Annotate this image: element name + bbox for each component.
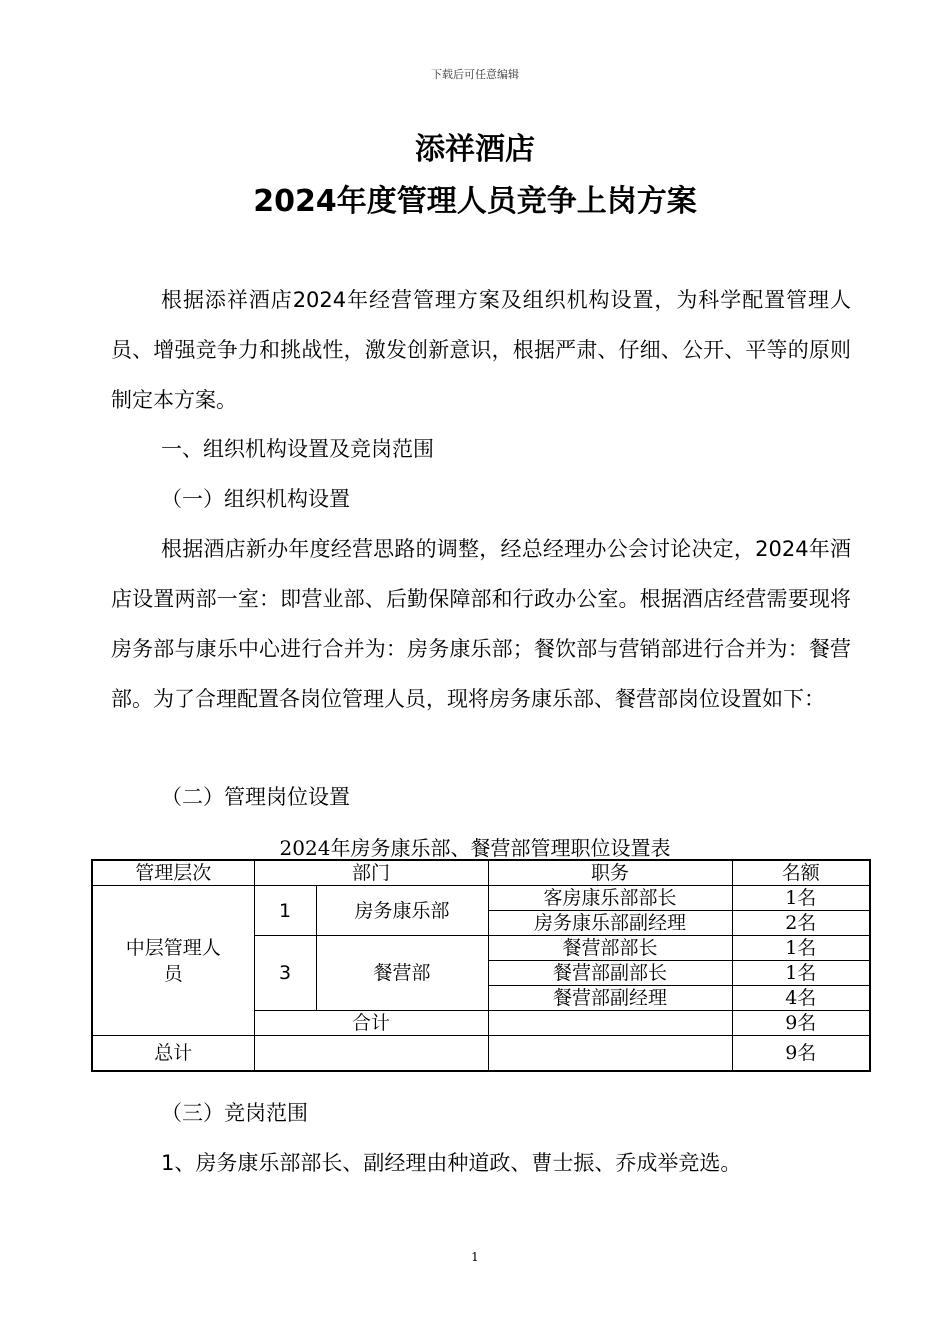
- header-post: 职务: [488, 860, 732, 886]
- total-label: 总计: [92, 1036, 254, 1072]
- dept1-no: 1: [254, 886, 316, 936]
- intro-paragraph: 根据添祥酒店2024年经营管理方案及组织机构设置，为科学配置管理人员、增强竞争力和挑战性，激发创新意识，根据严肃、仔细、公开、平等的原则制定本方案。: [111, 288, 851, 412]
- subtotal-empty: [488, 1011, 732, 1036]
- count-cell: 1名: [732, 886, 870, 911]
- document-subtitle: 2024年度管理人员竞争上岗方案: [253, 184, 697, 219]
- level-cell: 中层管理人员: [92, 886, 254, 1036]
- page-number: 1: [471, 1250, 479, 1264]
- org-setup-paragraph: 根据酒店新办年度经营思路的调整，经总经理办公会讨论决定，2024年酒店设置两部一室：即营业部、后勤保障部和行政办公室。根据酒店经营需要现将房务部与康乐中心进行合并为：房务康乐部；餐饮部与营销部进行合并为：餐营部。为了合理配置各岗位管理人员，现将房务康乐部、餐营部岗位设置如下：: [111, 537, 851, 711]
- total-empty-1: [254, 1036, 488, 1072]
- document-title: 添祥酒店: [415, 132, 535, 167]
- header-dept: 部门: [254, 860, 488, 886]
- post-cell: 房务康乐部副经理: [488, 911, 732, 936]
- positions-table: [91, 859, 871, 1072]
- total-count: 9名: [732, 1036, 870, 1072]
- header-level: 管理层次: [92, 860, 254, 886]
- section-heading-1-2: （二）管理岗位设置: [161, 785, 350, 809]
- dept2-no: 3: [254, 936, 316, 1011]
- count-cell: 2名: [732, 911, 870, 936]
- post-cell: 餐营部部长: [488, 936, 732, 961]
- count-cell: 4名: [732, 986, 870, 1011]
- section-heading-1-1: （一）组织机构设置: [161, 487, 350, 511]
- section-heading-1: 一、组织机构设置及竞岗范围: [161, 437, 434, 461]
- section-heading-1-3: （三）竞岗范围: [161, 1101, 308, 1125]
- post-cell: 餐营部副部长: [488, 961, 732, 986]
- table-header-row: [92, 860, 870, 886]
- total-row: [92, 1036, 870, 1072]
- count-cell: 1名: [732, 961, 870, 986]
- total-empty-2: [488, 1036, 732, 1072]
- subtotal-count: 9名: [732, 1011, 870, 1036]
- count-cell: 1名: [732, 936, 870, 961]
- dept2-name: 餐营部: [316, 936, 488, 1011]
- header-note: 下载后可任意编辑: [431, 68, 519, 81]
- dept1-name: 房务康乐部: [316, 886, 488, 936]
- scope-item-1: 1、房务康乐部部长、副经理由种道政、曹士振、乔成举竞选。: [161, 1151, 742, 1175]
- subtotal-label: 合计: [254, 1011, 488, 1036]
- post-cell: 客房康乐部部长: [488, 886, 732, 911]
- header-count: 名额: [732, 860, 870, 886]
- post-cell: 餐营部副经理: [488, 986, 732, 1011]
- table-row: [92, 886, 870, 911]
- table-caption: 2024年房务康乐部、餐营部管理职位设置表: [279, 836, 671, 860]
